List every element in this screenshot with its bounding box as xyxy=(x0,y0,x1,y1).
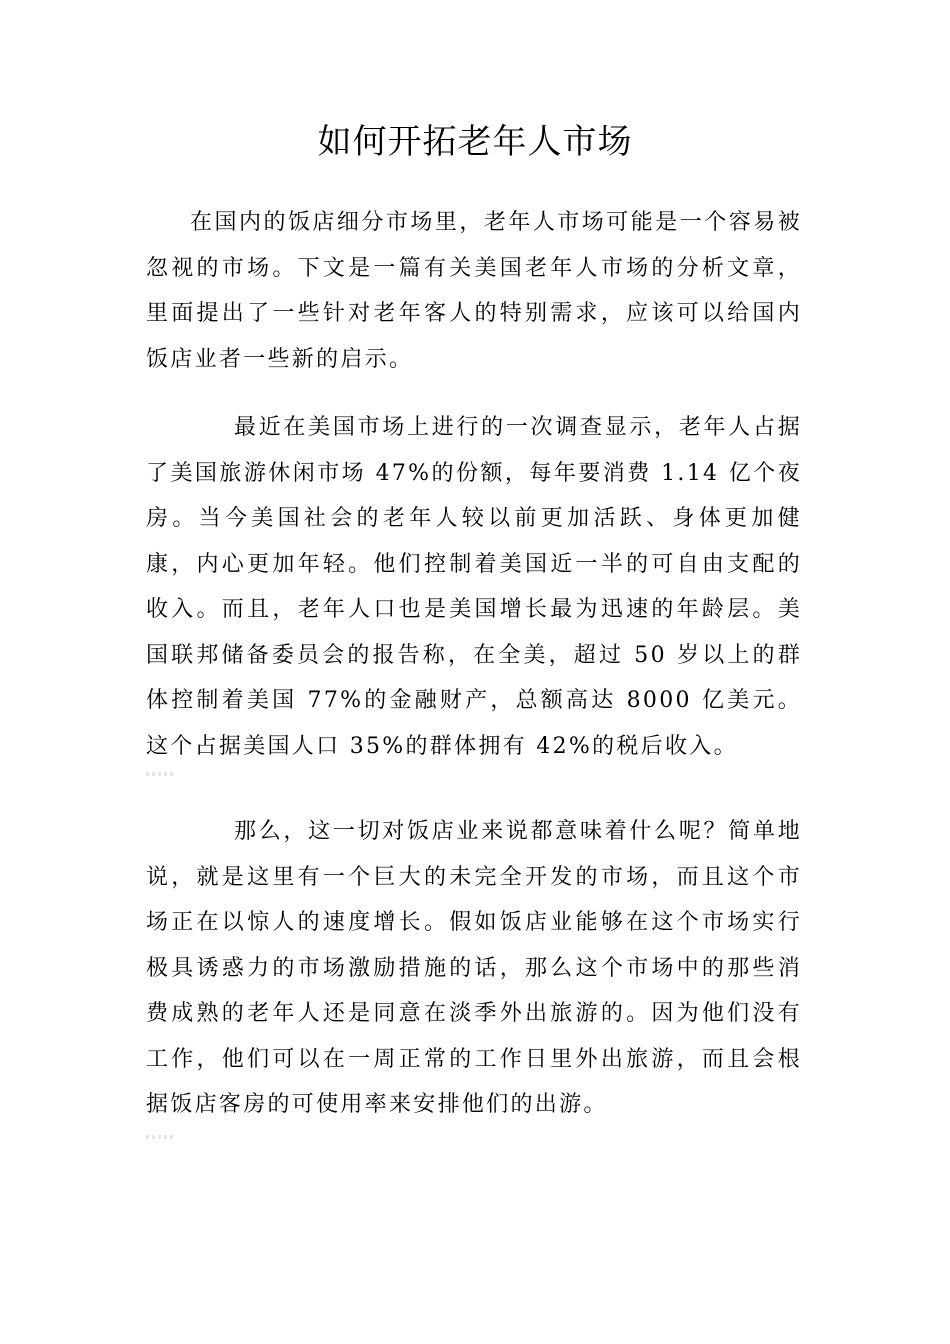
paragraph-implications: 那么，这一切对饭店业来说都意味着什么呢？简单地说，就是这里有一个巨大的未完全开发的市场，而且这个市场正在以惊人的速度增长。假如饭店业能够在这个市场实行极具诱惑力的市场激励措施的话，那么这个市场中的那些消费成熟的老年人还是同意在淡季外出旅游的。因为他们没有工作，他们可以在一周正常的工作日里外出旅游，而且会根据饭店客房的可使用率来安排他们的出游。 xyxy=(146,819,802,1117)
document-title: 如何开拓老年人市场 xyxy=(317,122,633,162)
paragraph-intro: 在国内的饭店细分市场里，老年人市场可能是一个容易被忽视的市场。下文是一篇有关美国老年人市场的分析文章，里面提出了一些针对老年客人的特别需求，应该可以给国内饭店业者一些新的启示。 xyxy=(146,210,802,372)
faint-mark xyxy=(146,1135,176,1139)
faint-mark xyxy=(146,772,176,776)
paragraph-survey: 最近在美国市场上进行的一次调查显示，老年人占据了美国旅游休闲市场 47%的份额，每年要消费 1.14 亿个夜房。当今美国社会的老年人较以前更加活跃、身体更加健康，内心更加年轻。他们控制着美国近一半的可自由支配的收入。而且，老年人口也是美国增长最为迅速的年龄层。美国联邦储备委员会的报告称，在全美，超过 50 岁以上的群体控制着美国 77%的金融财产，总额高达 8000 亿美元。这个占据美国人口 35%的群体拥有 42%的税后收入。 xyxy=(146,415,802,759)
